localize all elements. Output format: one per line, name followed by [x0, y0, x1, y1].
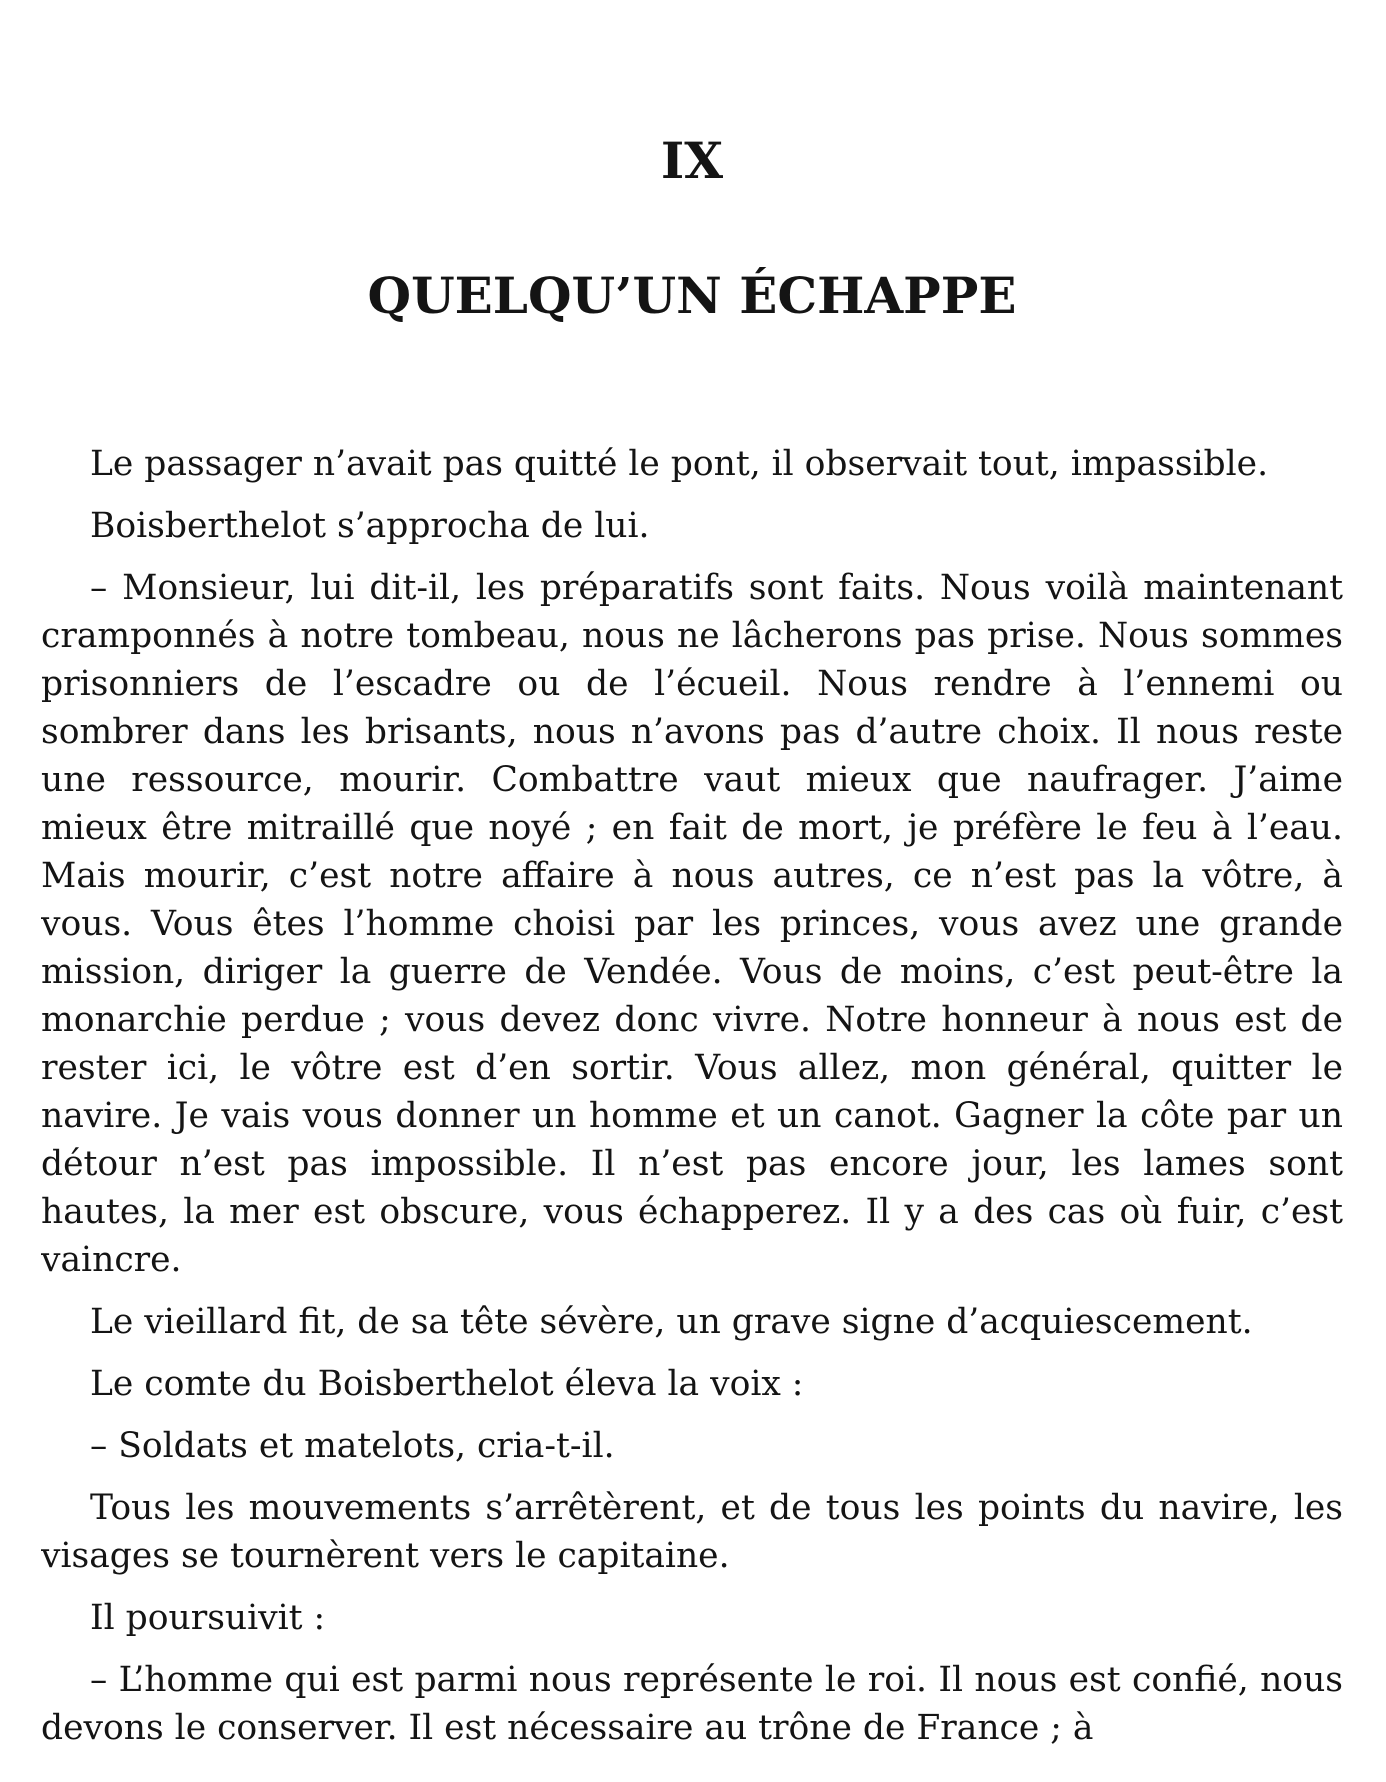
paragraph: – Soldats et matelots, cria-t-il.: [90, 1426, 615, 1466]
book-page: [41, 0, 1343, 1782]
paragraph: Le passager n’avait pas quitté le pont, il observait tout, impassible.: [90, 444, 1269, 484]
chapter-number: IX: [660, 131, 724, 190]
chapter-title: QUELQU’UN ÉCHAPPE: [367, 266, 1017, 325]
chapter-body: [41, 440, 1343, 1766]
paragraph: Le vieillard fit, de sa tête sévère, un grave signe d’acquiescement.: [90, 1302, 1253, 1342]
paragraph: Boisberthelot s’approcha de lui.: [90, 506, 650, 546]
paragraph: – Monsieur, lui dit-il, les préparatifs sont faits. Nous voilà maintenant cramponnés à notre tombeau, nous ne lâcherons pas prise. Nous sommes prisonniers de l’escadre ou de l’écueil. Nous rendre à l’ennemi ou sombrer dans les brisants, nous n’avons pas d’autre choix. Il nous reste une ressource, mourir. Combattre vaut mieux que naufrager. J’aime mieux être mitraillé que noyé ; en fait de mort, je préfère le feu à l’eau. Mais mourir, c’est notre affaire à nous autres, ce n’est pas la vôtre, à vous. Vous êtes l’homme choisi par les princes, vous avez une grande mission, diriger la guerre de Vendée. Vous de moins, c’est peut-être la monarchie perdue ; vous devez donc vivre. Notre honneur à nous est de rester ici, le vôtre est d’en sortir. Vous allez, mon général, quitter le navire. Je vais vous donner un homme et un canot. Gagner la côte par un détour n’est pas impossible. Il n’est pas encore jour, les lames sont hautes, la mer est obscure, vous échapperez. Il y a des cas où fuir, c’est vaincre.: [41, 568, 1343, 1280]
paragraph: – L’homme qui est parmi nous représente le roi. Il nous est confié, nous devons le conserver. Il est nécessaire au trône de France ; à: [41, 1660, 1343, 1748]
paragraph: Il poursuivit :: [90, 1598, 326, 1638]
paragraph: Tous les mouvements s’arrêtèrent, et de tous les points du navire, les visages se tournèrent vers le capitaine.: [41, 1488, 1343, 1576]
paragraph: Le comte du Boisberthelot éleva la voix :: [90, 1364, 804, 1404]
